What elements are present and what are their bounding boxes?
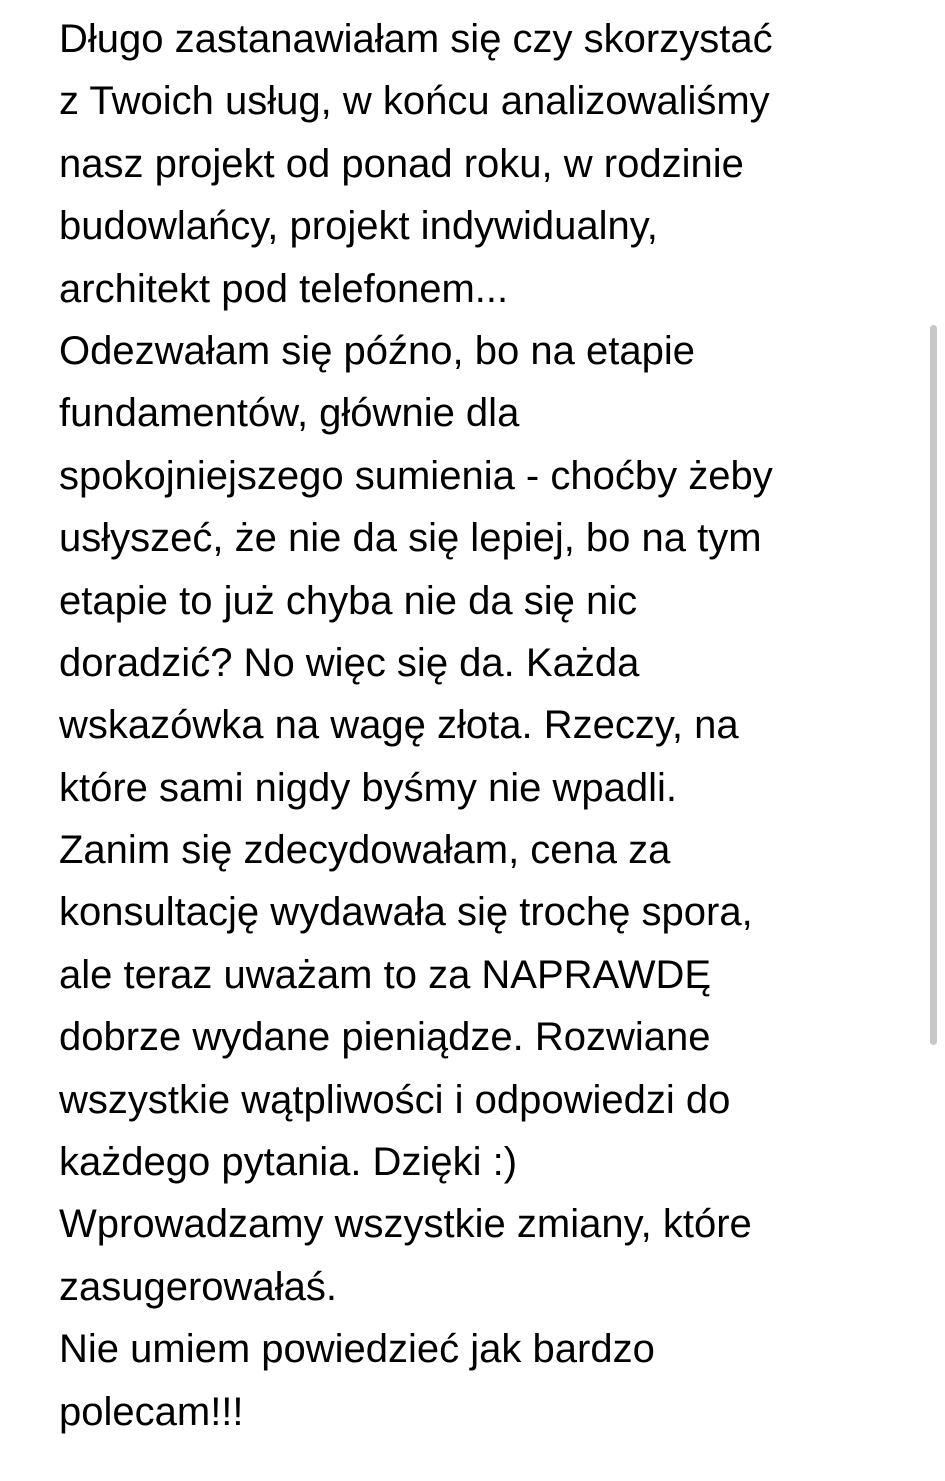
message-line: ale teraz uważam to za NAPRAWDĘ (59, 952, 712, 997)
message-line: konsultację wydawała się trochę spora, (59, 890, 753, 935)
message-text (59, 8, 919, 1443)
message-line: Długo zastanawiałam się czy skorzystać (59, 17, 773, 61)
message-line: budowlańcy, projekt indywidualny, (59, 204, 658, 249)
message-line: każdego pytania. Dzięki :) (59, 1140, 518, 1185)
message-line: fundamentów, głównie dla (59, 391, 520, 436)
message-line: spokojniejszego sumienia - choćby żeby (59, 453, 773, 498)
message-line: wskazówka na wagę złota. Rzeczy, na (59, 703, 739, 748)
message-line: polecam!!! (59, 1389, 244, 1434)
vertical-scrollbar[interactable] (930, 325, 937, 1045)
message-line: doradzić? No więc się da. Każda (59, 640, 640, 685)
message-line: wszystkie wątpliwości i odpowiedzi do (59, 1077, 731, 1122)
message-line: Odezwałam się późno, bo na etapie (59, 328, 695, 373)
message-line: Wprowadzamy wszystkie zmiany, które (59, 1202, 752, 1247)
message-line: usłyszeć, że nie da się lepiej, bo na tym (59, 516, 762, 561)
message-line: zasugerowałaś. (59, 1264, 337, 1309)
message-line: z Twoich usług, w końcu analizowaliśmy (59, 79, 770, 124)
message-line: nasz projekt od ponad roku, w rodzinie (59, 141, 744, 186)
message-line: Zanim się zdecydowałam, cena za (59, 828, 671, 873)
message-line: dobrze wydane pieniądze. Rozwiane (59, 1015, 711, 1060)
message-line: Nie umiem powiedzieć jak bardzo (59, 1327, 655, 1372)
message-line: które sami nigdy byśmy nie wpadli. (59, 765, 678, 810)
message-line: etapie to już chyba nie da się nic (59, 578, 638, 623)
message-line: architekt pod telefonem... (59, 266, 509, 311)
